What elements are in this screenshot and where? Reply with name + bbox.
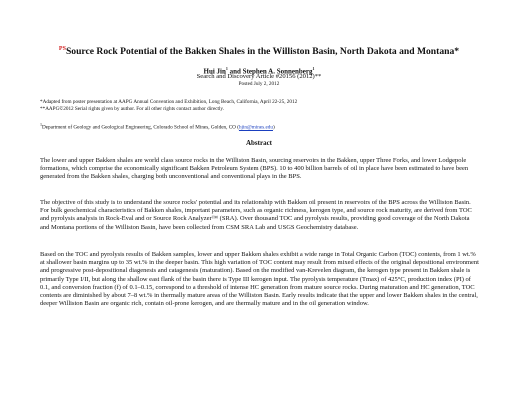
author-1: Hui Jin <box>203 67 226 76</box>
article-number: Search and Discovery Article #20156 (2012)** <box>196 73 322 80</box>
author-1-affil: 1 <box>225 66 228 71</box>
posted-date: Posted July 2, 2012 <box>238 81 280 87</box>
title-note-mark: * <box>454 46 460 58</box>
affiliation-marker: 1 <box>40 122 42 127</box>
title-text: Source Rock Potential of the Bakken Shales in the Williston Basin, North Dakota and Montana <box>65 46 455 58</box>
author-connector: and <box>227 67 243 76</box>
footnotes <box>40 99 297 112</box>
footnote-rights: **AAPG©2012 Serial rights given by author. For all other rights contact author directly. <box>40 105 224 112</box>
footnote-adapted: *Adapted from poster presentation at AAPG Annual Convention and Exhibition, Long Beach, California, April 22-25, 2012 <box>40 99 298 105</box>
abstract-heading: Abstract <box>245 139 273 147</box>
author-2-affil: 1 <box>312 66 315 71</box>
affiliation <box>40 121 275 132</box>
abstract-paragraph-1: The lower and upper Bakken shales are world class source rocks in the Williston Basin, sourcing reservoirs in the Bakken, upper Three Forks, and lower Lodgepole formations, which comprise the economically significant Bakken Petroleum System (BPS). 10 to 400 billion barrels of oil in place have been estimated to have been generated from the Bakken shales, charging both unconventional and conventional plays in the BPS. <box>40 157 469 181</box>
paper-title <box>20 43 498 58</box>
abstract-paragraph-2: The objective of this study is to understand the source rocks' potential and its relationship with Bakken oil present in reservoirs of the BPS across the Williston Basin. For bulk geochemical characteristics of Bakken shales, important parameters, such as organic richness, kerogen type, and source rock maturity, are derived from TOC and pyrolysis analysis in Rock-Eval and or Source Rock Analyzer™ (SRA). Over thousand TOC and pyrolysis results, providing good coverage of the North Dakota and Montana portions of the Williston Basin, have been collected from CSM SRA Lab and USGS Geochemistry database. <box>40 199 472 231</box>
ps-marker: PS <box>58 46 66 52</box>
affiliation-close: ) <box>272 124 275 131</box>
affiliation-text: Department of Geology and Geological Engineering, Colorado School of Mines, Golden, CO ( <box>42 124 239 131</box>
author-email-link[interactable]: hjin@mines.edu <box>238 124 273 131</box>
author-2: Stephen A. Sonnenberg <box>242 67 313 76</box>
abstract-paragraph-3: Based on the TOC and pyrolysis results of Bakken samples, lower and upper Bakken shales exhibit a wide range in Total Organic Carbon (TOC) contents, from 1 wt.% at shallower basin margins up to 35 wt.% in the deeper basin. This high variation of TOC content may result from mixed effects of the original depositional environment and progressive post-depositional diagenesis and catagenesis (maturation). Based on the modified van-Krevelen diagram, the kerogen type present in Bakken shale is primarily Type I/II, but along the shallow east flank of the basin there is Type III kerogen input. The pyrolysis temperature (Tmax) of 425°C, production index (PI) of 0.1, and conversion fraction (f) of 0.1–0.15, correspond to a threshold of intense HC generation from mature source rocks. During maturation and HC generation, TOC contents are diminished by about 7–8 wt.% in thermally mature areas of the Williston Basin. Early results indicate that the upper and lower Bakken shales in the central, deeper Williston Basin are organic rich, contain oil-prone kerogen, and are thermally mature and in the oil generation window. <box>40 251 479 308</box>
